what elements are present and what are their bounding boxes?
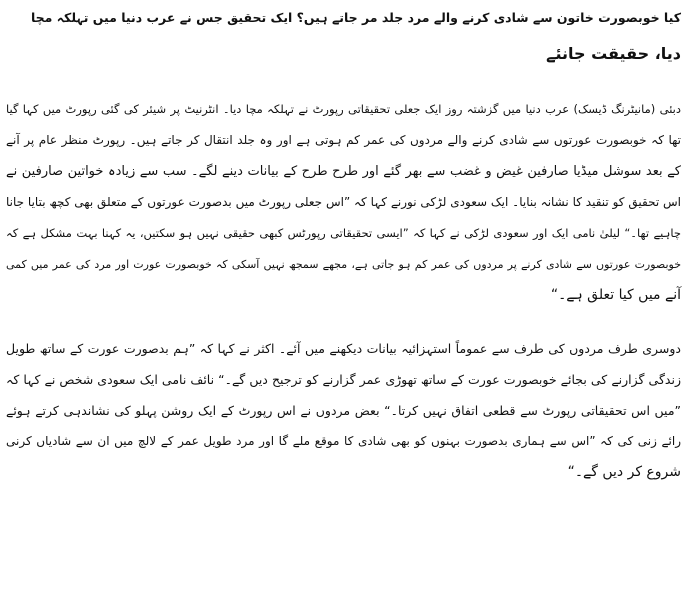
- paragraph-line: دبئی (مانیٹرنگ ڈیسک) عرب دنیا میں گزشتہ روز ایک جعلی تحقیقاتی رپورٹ نے تہلکہ مچا دیا۔ انٹرنیٹ پر شیئر کی گئی رپورٹ میں کہا گیا: [6, 102, 681, 116]
- paragraph-line: شروع کر دیں گے۔“: [567, 464, 681, 480]
- paragraph-line: تھا کہ خوبصورت عورتوں سے شادی کرنے والے مردوں کی عمر کم ہوتی ہے اور وہ جلد انتقال کر جاتے ہیں۔ رپورٹ منظر عام پر آنے: [6, 133, 681, 147]
- paragraph-line: خوبصورت عورتوں سے شادی کرنے پر مردوں کی عمر کم ہو جاتی ہے، مجھے سمجھ نہیں آسکی کہ خوبصورت عورت اور مرد کی عمر میں کمی: [6, 258, 681, 271]
- title-line: دیا، حقیقت جانئے: [546, 44, 681, 63]
- article-title: [6, 0, 681, 72]
- paragraph-line: آنے میں کیا تعلق ہے۔“: [550, 287, 681, 303]
- paragraph-line: دوسری طرف مردوں کی طرف سے عموماً استہزائیہ بیانات دیکھنے میں آئے۔ اکثر نے کہا کہ ”ہم بدصورت عورت کے ساتھ طویل: [6, 341, 681, 356]
- article-paragraph: [6, 94, 681, 311]
- paragraph-line: اس تحقیق کو تنقید کا نشانہ بنایا۔ ایک سعودی لڑکی نورنے کہا کہ ”اس جعلی رپورٹ میں بدصورت عورتوں کے متعلق بھی کچھ بتایا جانا: [6, 195, 681, 209]
- paragraph-line: زندگی گزارنے کی بجائے خوبصورت عورت کے ساتھ تھوڑی عمر گزارنے کو ترجیح دیں گے۔“ نائف نامی ایک سعودی شخص نے کہا کہ: [6, 372, 681, 387]
- paragraph-line: رائے زنی کی کہ ”اس سے ہماری بدصورت بہنوں کو بھی شادی کا موقع ملے گا اور مرد طویل عمر کے لالچ میں ان سے شادیاں کرنی: [6, 434, 681, 448]
- paragraph-line: ”میں اس تحقیقاتی رپورٹ سے قطعی اتفاق نہیں کرتا۔“ بعض مردوں نے اس رپورٹ کے ایک روشن پہلو کی نشاندہی کرتے ہوئے: [6, 403, 681, 418]
- title-line: کیا خوبصورت خاتون سے شادی کرنے والے مرد جلد مر جاتے ہیں؟ ایک تحقیق جس نے عرب دنیا میں تہلکہ مچا: [30, 10, 681, 25]
- paragraph-line: چاہیے تھا۔“ لیلیٰ نامی ایک اور سعودی لڑکی نے کہا کہ ”ایسی تحقیقاتی رپورٹس کبھی حقیقی نہیں ہو سکتیں، یہ کہنا بہت مشکل ہے کہ: [6, 226, 681, 240]
- article-paragraph: [6, 333, 681, 488]
- paragraph-line: کے بعد سوشل میڈیا صارفین غیض و غضب سے بھر گئے اور طرح طرح کے بیانات دینے لگے۔ سب سے زیادہ خواتین صارفین نے: [6, 164, 681, 179]
